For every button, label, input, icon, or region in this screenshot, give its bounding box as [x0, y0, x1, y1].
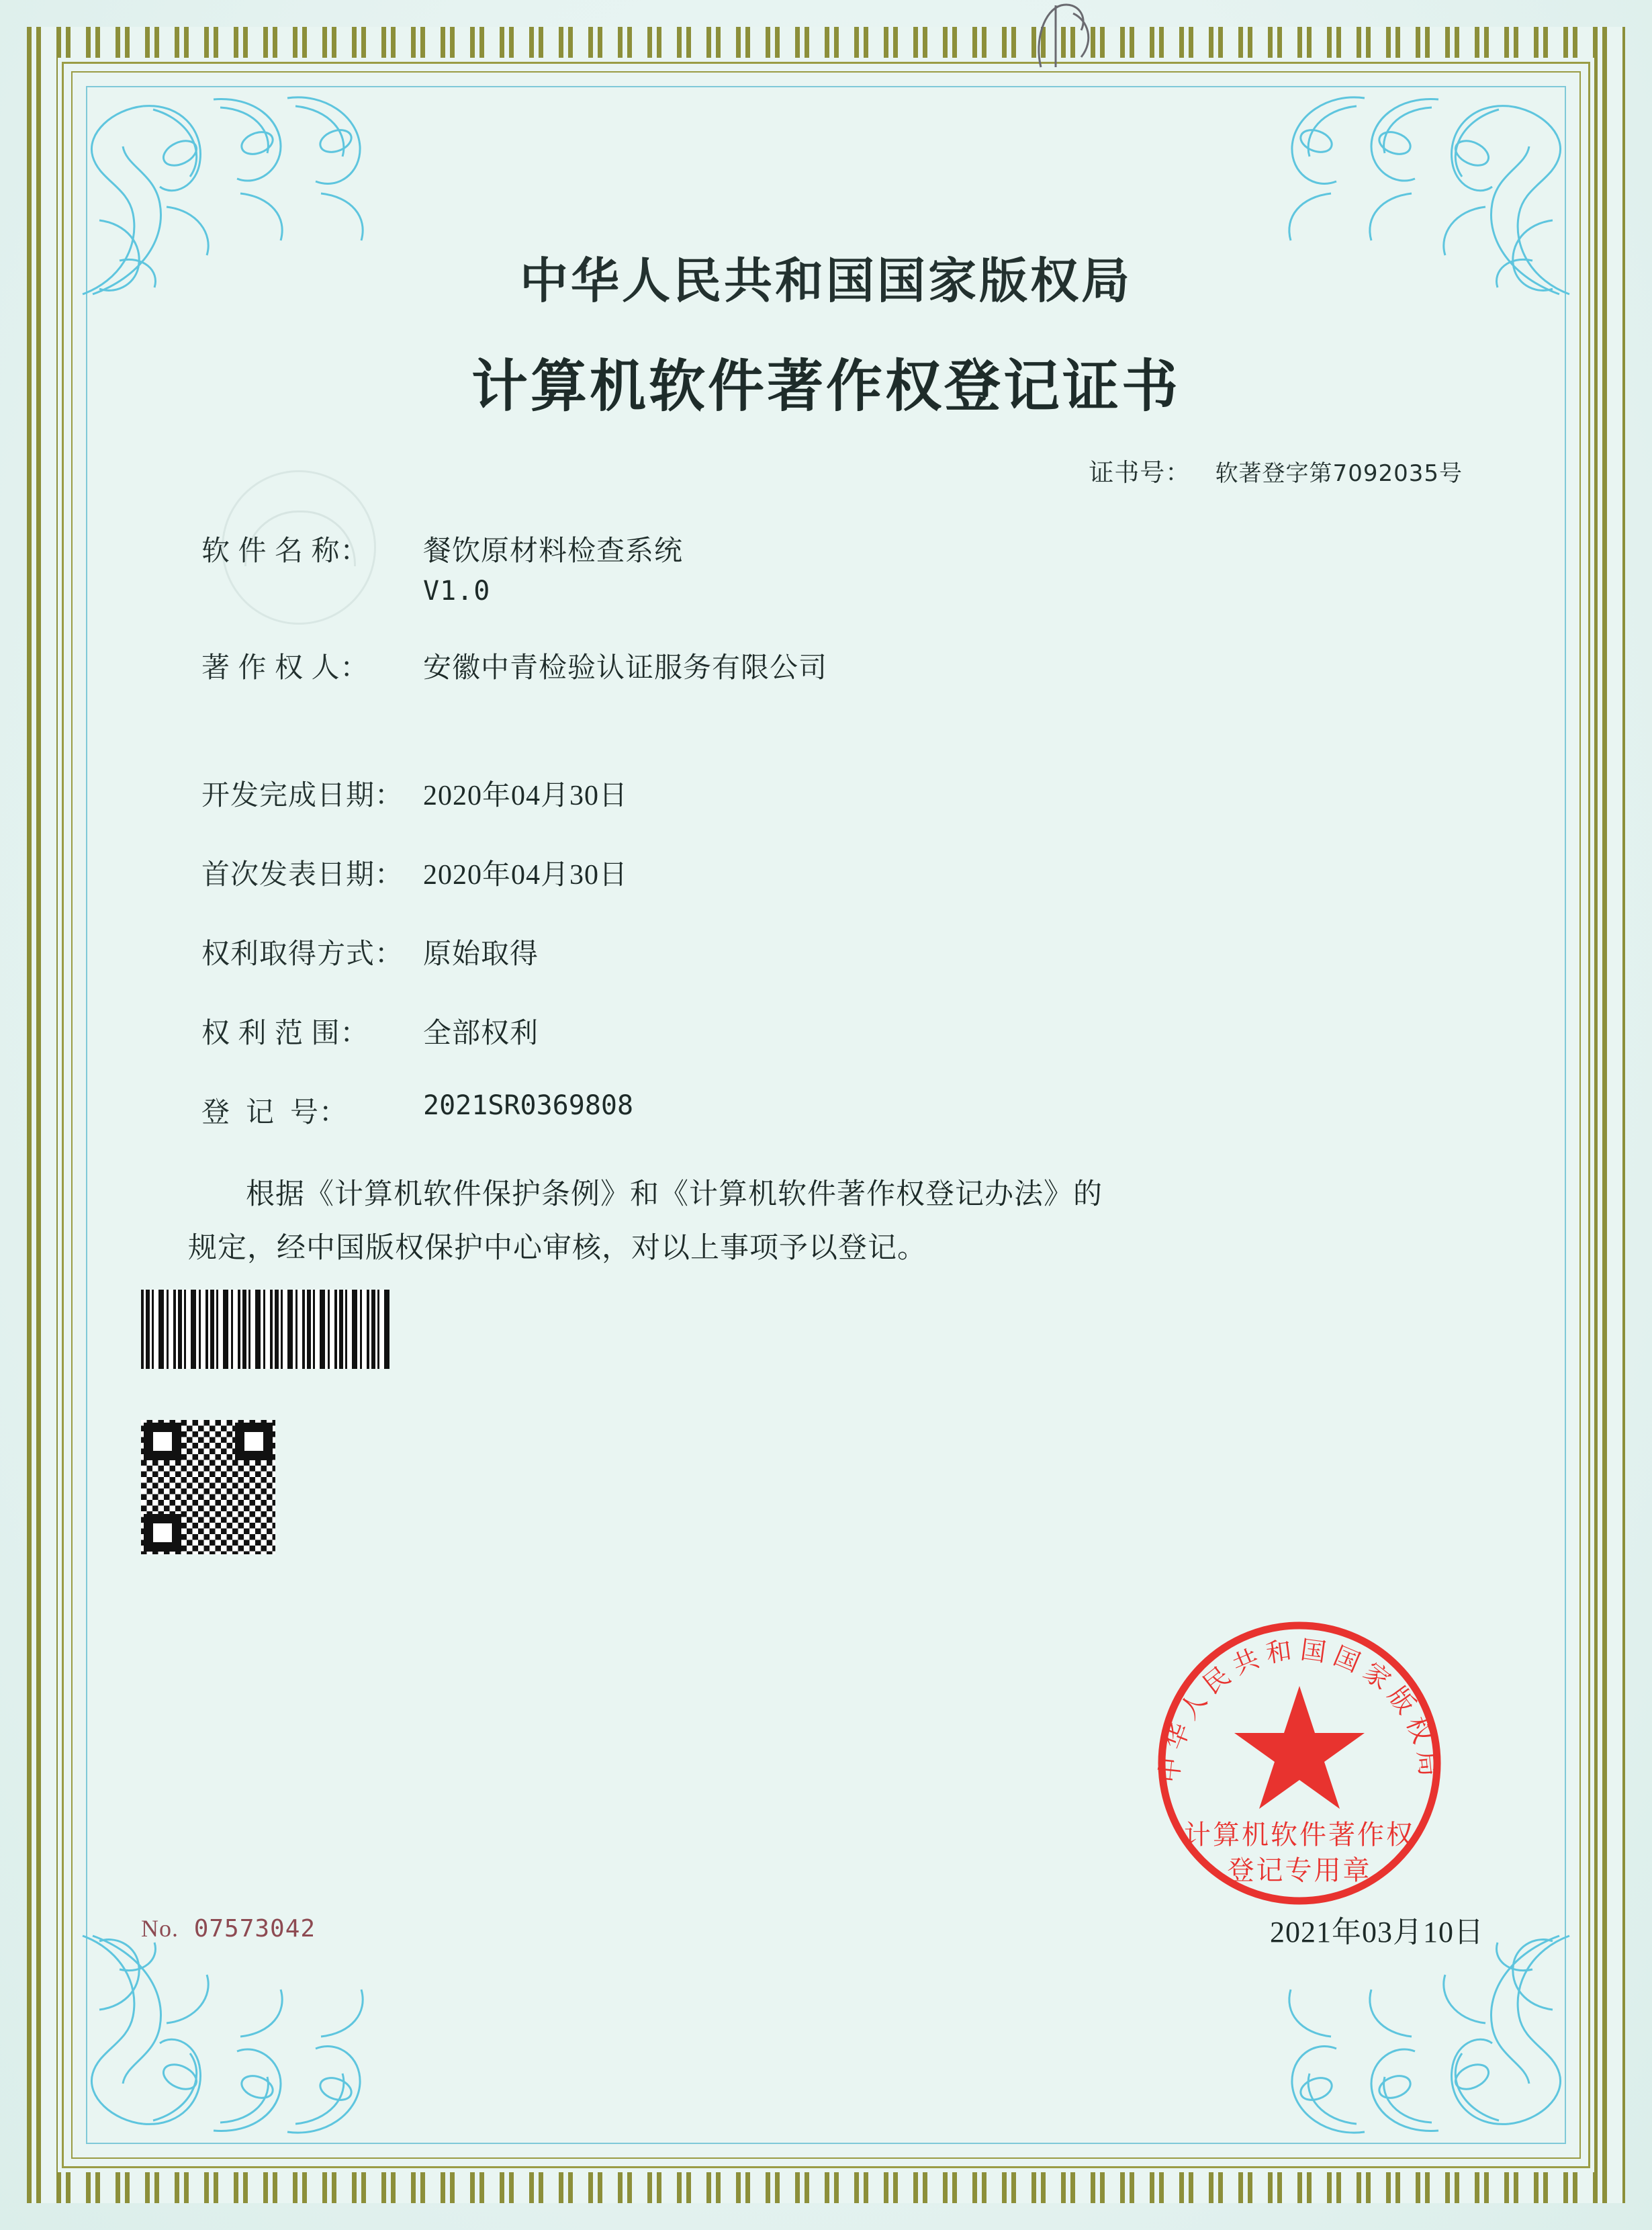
field-value: 安徽中青检验认证服务有限公司: [423, 653, 828, 684]
legal-statement: [101, 1168, 1551, 1275]
field-label: 软 件 名 称：: [201, 536, 369, 567]
issue-date: 2021年03月10日: [1270, 1916, 1484, 1949]
legal-statement-line-1: [188, 1168, 1491, 1222]
barcode: [141, 1290, 389, 1369]
field-copyright-owner: [201, 645, 1551, 686]
seal-line-1: 计算机软件著作权: [1184, 1820, 1415, 1850]
statement-text-1: 根据《计算机软件保护条例》和《计算机软件著作权登记办法》的: [246, 1179, 1103, 1210]
field-label: 权利取得方式：: [201, 939, 404, 970]
software-version-text: V1.0: [423, 576, 491, 607]
field-value: [423, 529, 683, 607]
field-software-name: [201, 529, 1551, 607]
software-name-text: 餐饮原材料检查系统: [423, 536, 684, 567]
serial-value: 07573042: [193, 1915, 316, 1943]
qr-code: [141, 1420, 275, 1554]
serial-prefix: No.: [141, 1915, 179, 1942]
code-area: [141, 1290, 389, 1554]
field-label: 登 记 号：: [201, 1098, 349, 1128]
field-label: 开发完成日期：: [201, 780, 404, 811]
field-registration-number: [201, 1090, 1551, 1130]
field-rights-acquisition-method: [201, 932, 1551, 972]
serial-number: [141, 1914, 316, 1943]
svg-text:中华人民共和国国家版权局: 中华人民共和国国家版权局: [1154, 1634, 1445, 1785]
certificate-number-row: [101, 452, 1551, 488]
seal-line-2: 登记专用章: [1227, 1855, 1372, 1886]
field-value: 2021SR0369808: [423, 1090, 634, 1121]
certificate-number-label: 证书号：: [1089, 459, 1191, 487]
field-rights-scope: [201, 1011, 1551, 1051]
field-list: [101, 529, 1551, 1130]
field-value: 全部权利: [423, 1018, 539, 1049]
field-label: 首次发表日期：: [201, 860, 404, 891]
field-label: 著 作 权 人：: [201, 653, 369, 684]
field-first-publication-date: [201, 852, 1551, 893]
field-development-completion-date: [201, 773, 1551, 813]
legal-statement-line-2: 规定，经中国版权保护中心审核，对以上事项予以登记。: [188, 1232, 927, 1264]
qr-finder-pattern: [235, 1423, 273, 1460]
field-value: 2020年04月30日: [423, 860, 629, 891]
qr-finder-pattern: [144, 1423, 181, 1460]
field-value: 原始取得: [423, 939, 539, 970]
certificate-number-value: 软著登字第7092035号: [1215, 460, 1463, 487]
field-spacer: [201, 703, 1551, 773]
issuing-authority-title: 中华人民共和国国家版权局: [519, 252, 1132, 309]
title-block: [101, 242, 1551, 422]
field-value: 2020年04月30日: [423, 780, 629, 811]
handwritten-mark: [1014, 0, 1121, 74]
official-seal: [1142, 1605, 1457, 1921]
qr-finder-pattern: [144, 1514, 181, 1552]
field-label: 权 利 范 围：: [201, 1018, 369, 1049]
document-title: 计算机软件著作权登记证书: [471, 353, 1181, 419]
